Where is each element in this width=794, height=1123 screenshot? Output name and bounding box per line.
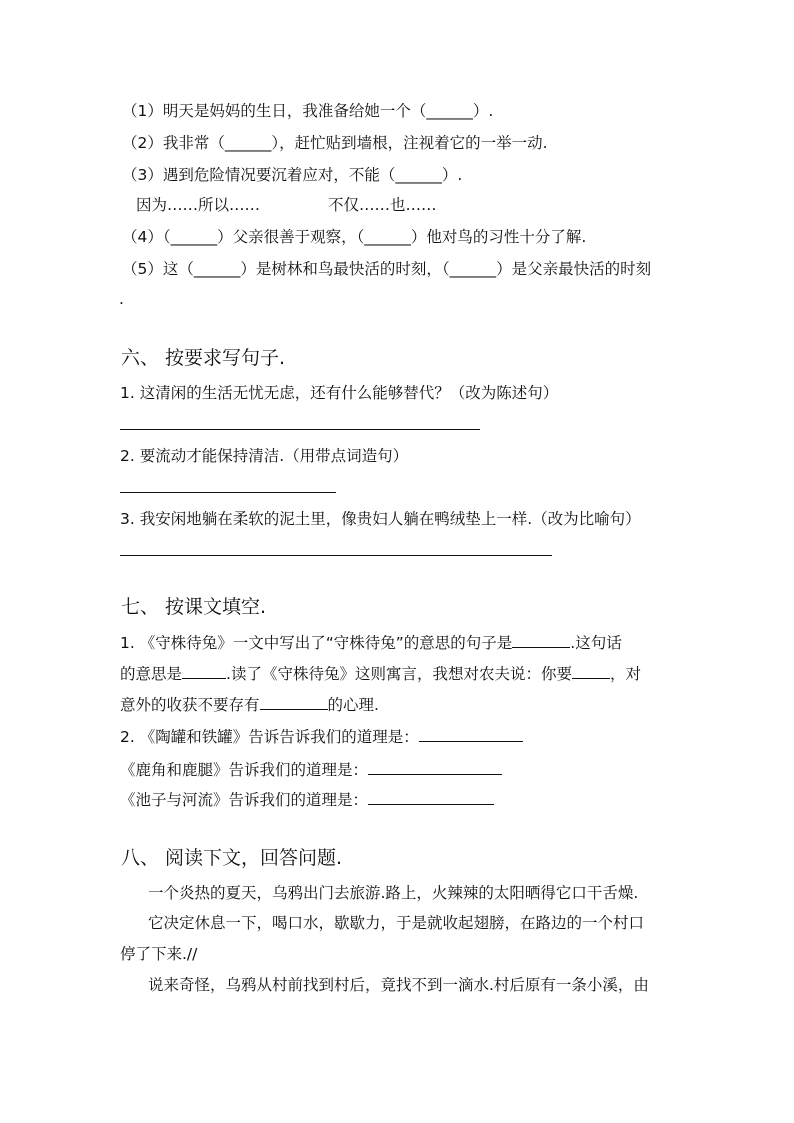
fable-deer-lesson	[120, 760, 502, 780]
section-6-heading: 六、 按要求写句子.	[121, 347, 286, 369]
answer-line-2	[120, 492, 336, 493]
fill-question-5-tail: .	[119, 290, 124, 308]
sentence-task-1: 1. 这清闲的生活无忧无虑，还有什么能够替代？（改为陈述句）	[120, 384, 559, 402]
reading-line-2: 它决定休息一下，喝口水，歇歇力，于是就收起翅膀，在路边的一个村口	[148, 914, 645, 932]
fable-pond-lesson	[120, 790, 494, 810]
fill-question-1: （1）明天是妈妈的生日，我准备给她一个（______）.	[122, 102, 494, 120]
blank	[512, 633, 570, 648]
blank	[572, 664, 610, 679]
fable-jar-lesson	[120, 727, 523, 747]
answer-line-1	[120, 429, 480, 430]
fable-deer-label: 《鹿角和鹿腿》告诉我们的道理是：	[120, 761, 369, 779]
text-fill-1-part-b: .这句话	[570, 634, 622, 652]
blank	[260, 695, 328, 710]
section-7-heading: 七、 按课文填空.	[121, 596, 267, 618]
text-fill-1-part-a: 1. 《守株待兔》一文中写出了“守株待兔”的意思的句子是	[120, 634, 513, 652]
text-fill-2-part-b: .读了《守株待兔》这则寓言，我想对农夫说：你要	[226, 665, 572, 683]
text-fill-line-3	[120, 695, 379, 715]
fill-question-5: （5）这（______）是树林和鸟最快活的时刻，（______）是父亲最快活的时刻	[122, 260, 652, 278]
fill-question-4: （4）（______）父亲很善于观察，（______）他对鸟的习性十分了解.	[122, 228, 587, 246]
fill-question-3: （3）遇到危险情况要沉着应对，不能（______）.	[122, 166, 463, 184]
text-fill-3-part-a: 意外的收获不要存有	[120, 696, 260, 714]
text-fill-line-1	[120, 633, 622, 653]
fable-pond-label: 《池子与河流》告诉我们的道理是：	[120, 791, 369, 809]
text-fill-line-2	[120, 664, 641, 684]
fable-jar-label: 2. 《陶罐和铁罐》告诉告诉我们的道理是：	[120, 728, 419, 746]
reading-line-3: 停了下来.//	[120, 945, 198, 963]
fill-question-2: （2）我非常（______），赶忙贴到墙根，注视着它的一举一动.	[122, 134, 548, 152]
text-fill-2-part-a: 的意思是	[120, 665, 183, 683]
reading-line-1: 一个炎热的夏天，乌鸦出门去旅游.路上，火辣辣的太阳晒得它口干舌燥.	[148, 884, 639, 902]
blank	[368, 760, 502, 775]
text-fill-2-part-c: ，对	[609, 665, 641, 683]
option-because-so: 因为……所以……	[136, 196, 261, 214]
reading-line-4: 说来奇怪，乌鸦从村前找到村后，竟找不到一滴水.村后原有一条小溪，由	[148, 976, 649, 994]
option-not-only-also: 不仅……也……	[328, 196, 437, 214]
blank	[368, 790, 494, 805]
answer-line-3	[120, 555, 552, 556]
blank	[419, 727, 523, 742]
blank	[182, 664, 226, 679]
sentence-task-3: 3. 我安闲地躺在柔软的泥土里，像贵妇人躺在鸭绒垫上一样.（改为比喻句）	[120, 510, 641, 528]
text-fill-3-part-b: 的心理.	[327, 696, 379, 714]
sentence-task-2: 2. 要流动才能保持清洁.（用带点词造句）	[120, 447, 409, 465]
section-8-heading: 八、 阅读下文，回答问题.	[121, 847, 343, 869]
